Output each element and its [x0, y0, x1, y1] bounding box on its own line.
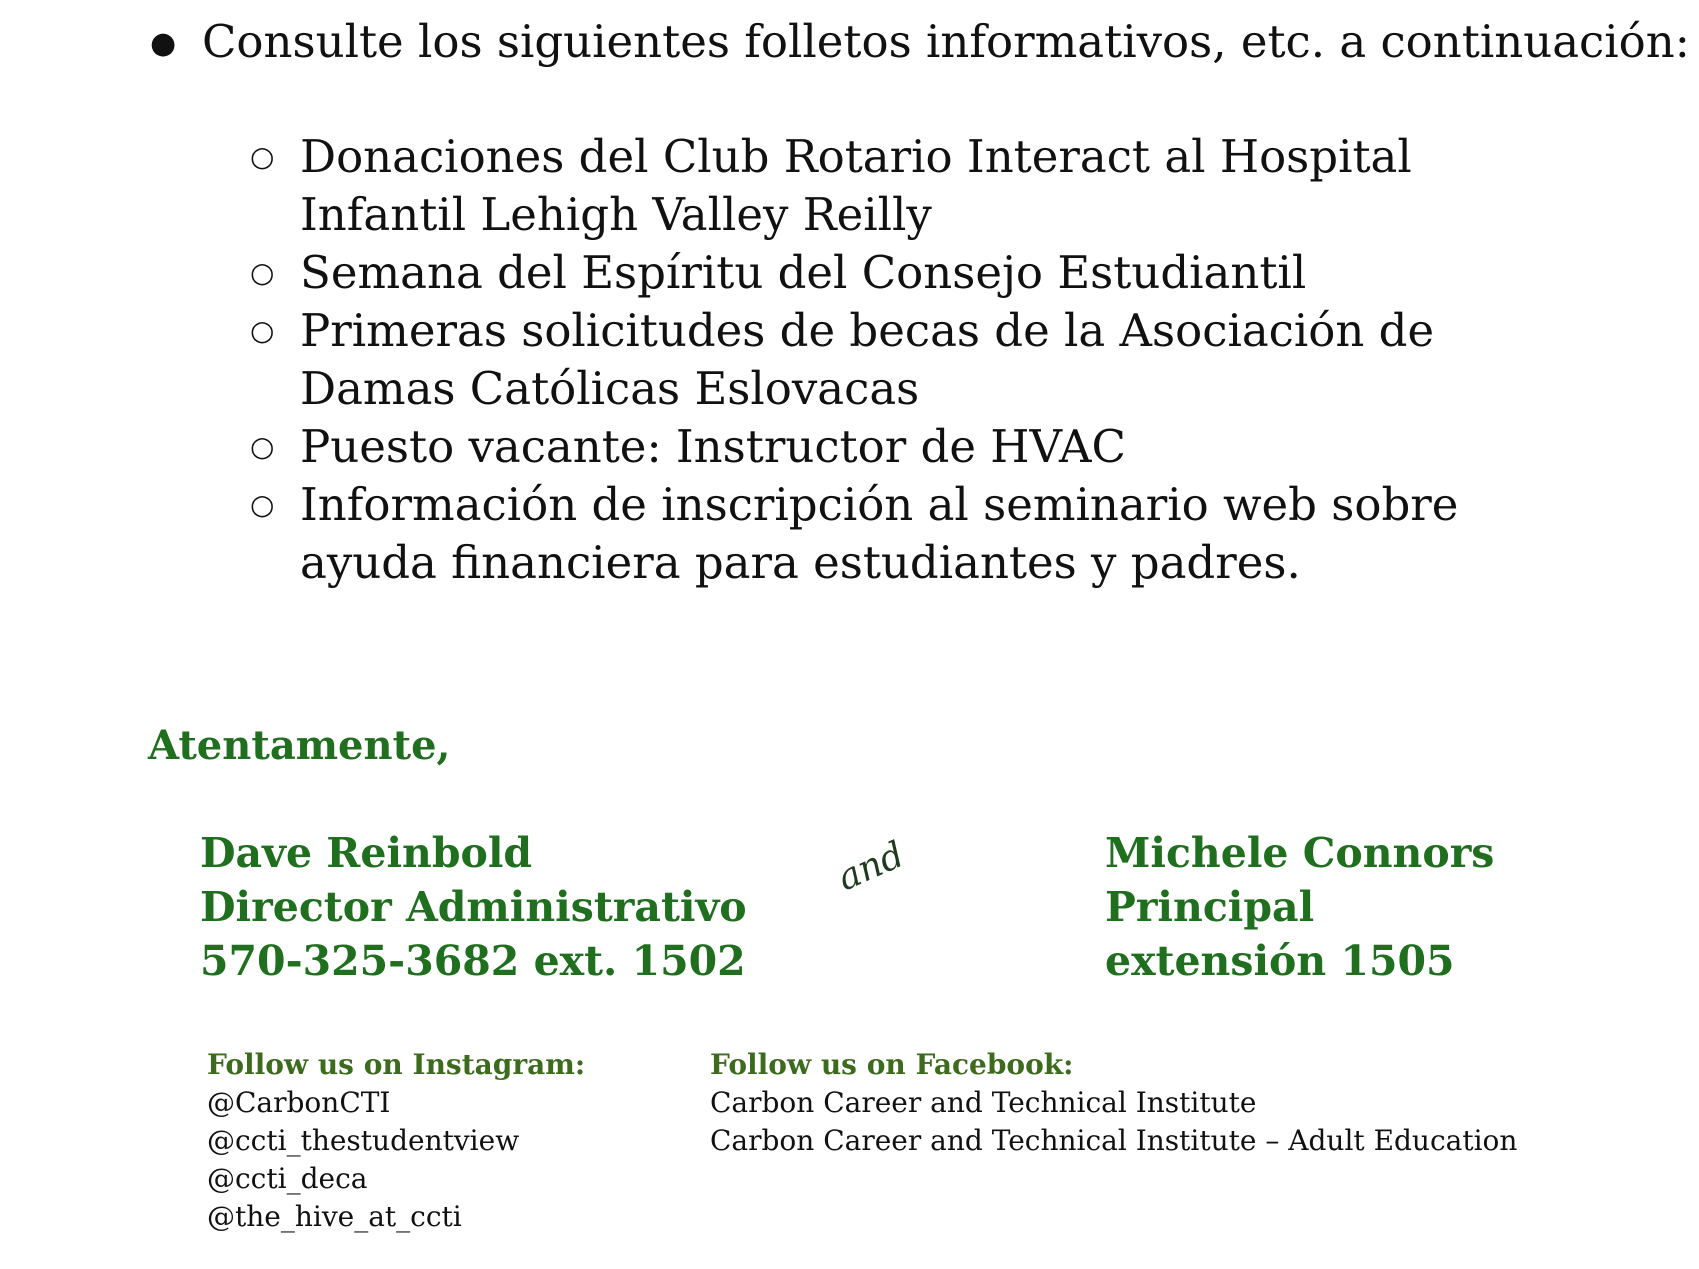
bullet-icon: ● [150, 26, 177, 61]
closing-salutation: Atentamente, [148, 722, 451, 769]
facebook-section [710, 1046, 1517, 1160]
list-item [250, 244, 1550, 302]
instagram-handle: @the_hive_at_ccti [207, 1200, 462, 1233]
instagram-handle: @ccti_thestudentview [207, 1124, 520, 1157]
list-item [250, 128, 1550, 244]
facebook-page: Carbon Career and Technical Institute [710, 1086, 1257, 1119]
signer-phone: 570-325-3682 ext. 1502 [200, 937, 746, 985]
signer-phone: extensión 1505 [1105, 937, 1455, 985]
signer-title: Director Administrativo [200, 883, 747, 931]
flyer-item-text: Información de inscripción al seminario web sobre ayuda financiera para estudiantes y padres. [300, 478, 1459, 589]
circle-bullet-icon: ○ [250, 314, 275, 347]
instagram-heading: Follow us on Instagram: [207, 1048, 586, 1081]
flyer-item-text: Donaciones del Club Rotario Interact al Hospital Infantil Lehigh Valley Reilly [300, 130, 1412, 241]
and-connector: and [831, 834, 911, 900]
circle-bullet-icon: ○ [250, 140, 275, 173]
signer-title: Principal [1105, 883, 1315, 931]
intro-text: Consulte los siguientes folletos informativos, etc. a continuación: [202, 15, 1690, 68]
instagram-handle: @ccti_deca [207, 1162, 368, 1195]
circle-bullet-icon: ○ [250, 430, 275, 463]
flyer-item-text: Primeras solicitudes de becas de la Asociación de Damas Católicas Eslovacas [300, 304, 1435, 415]
flyer-list [250, 128, 1550, 592]
flyer-item-text: Semana del Espíritu del Consejo Estudiantil [300, 246, 1307, 299]
signature-block-right [1105, 826, 1494, 988]
facebook-page: Carbon Career and Technical Institute – Adult Education [710, 1124, 1518, 1157]
list-item [250, 476, 1550, 592]
instagram-handle: @CarbonCTI [207, 1086, 391, 1119]
circle-bullet-icon: ○ [250, 488, 275, 521]
list-item [250, 302, 1550, 418]
circle-bullet-icon: ○ [250, 256, 275, 289]
flyer-item-text: Puesto vacante: Instructor de HVAC [300, 420, 1126, 473]
signer-name: Michele Connors [1105, 829, 1495, 877]
intro-line [150, 14, 1690, 72]
instagram-section [207, 1046, 585, 1236]
list-item [250, 418, 1550, 476]
signature-block-left [200, 826, 747, 988]
signer-name: Dave Reinbold [200, 829, 533, 877]
facebook-heading: Follow us on Facebook: [710, 1048, 1074, 1081]
